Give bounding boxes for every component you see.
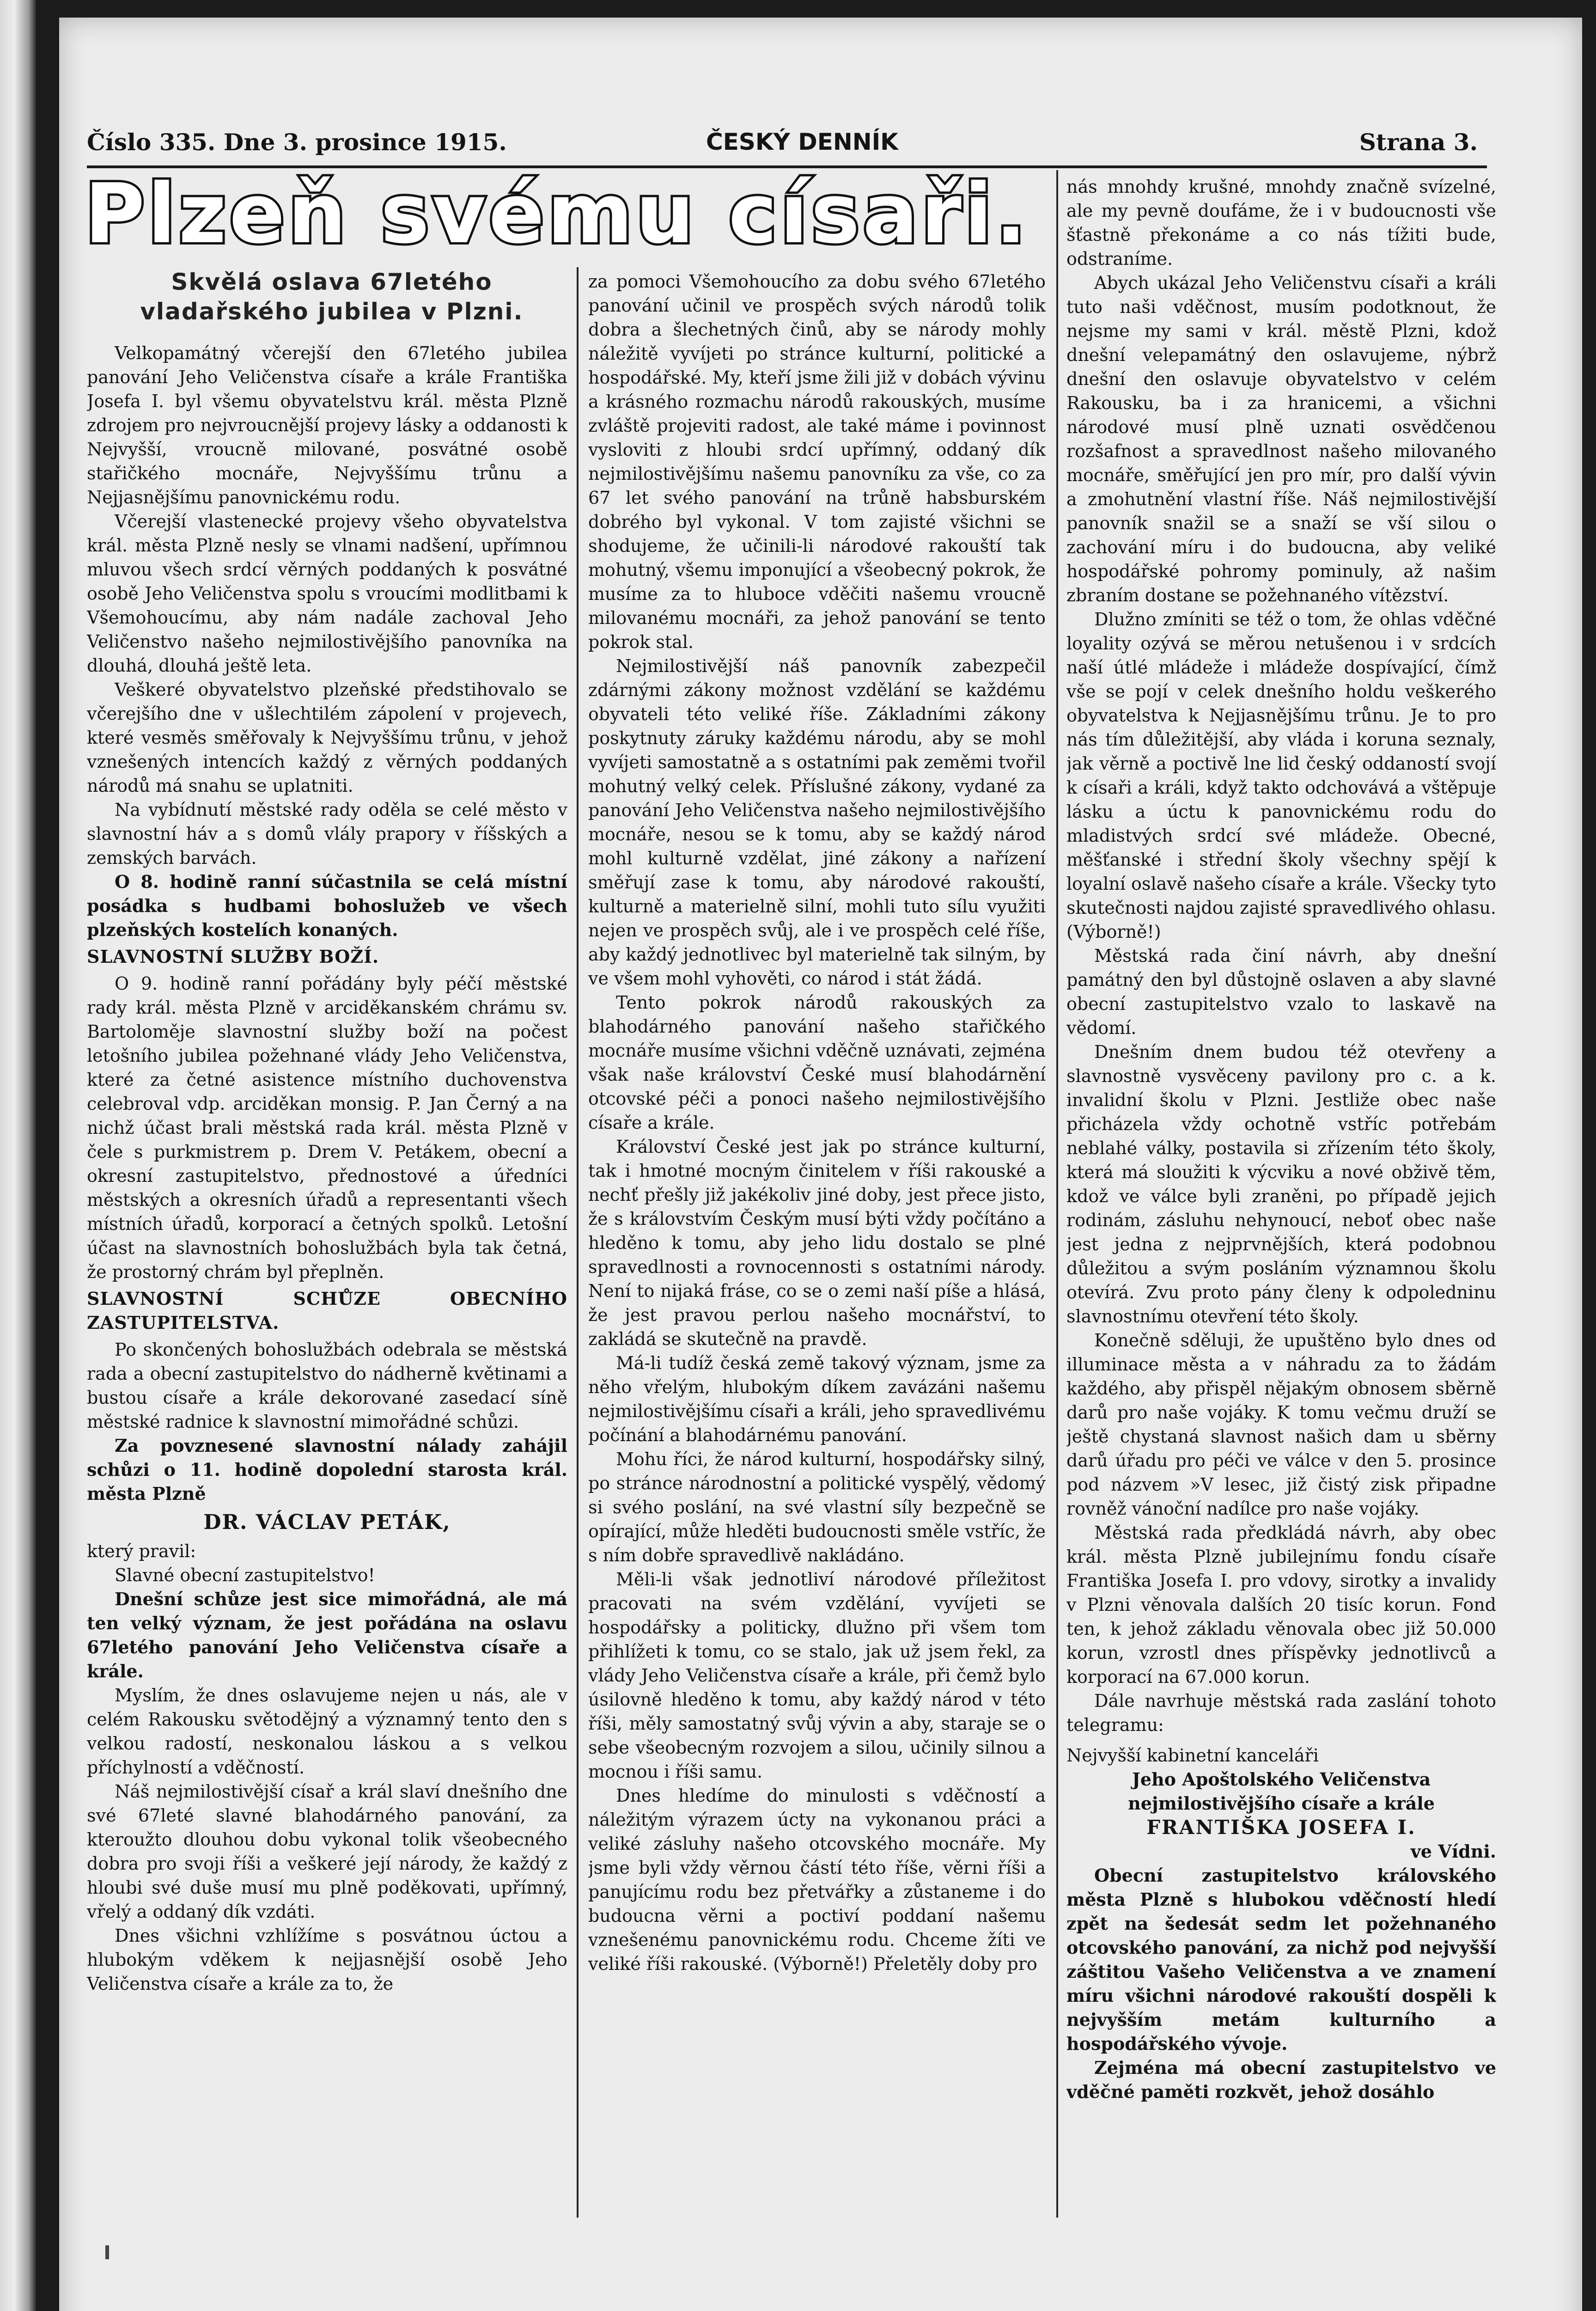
telegram-place: ve Vídni. [1410,1841,1496,1862]
issue-info: Číslo 335. Dne 3. prosince 1915. [87,128,507,156]
paragraph: Tento pokrok národů rakouských za blahodárného panování našeho stařičkého mocnáře musíme všichni vděčně uznávati, zejména však naše království České musí blahodárnění otcovské péči a ponoci našeho nejmilostivějšího císaře a krále. [588,992,1046,1133]
section-heading: SLAVNOSTNÍ SLUŽBY BOŽÍ. [87,946,379,967]
newspaper-page [59,18,1582,2311]
paragraph: Velkopamátný včerejší den 67letého jubilea panování Jeho Veličenstva císaře a krále Františka Josefa I. byl všemu obyvatelstvu král. města Plzně zdrojem pro nejvroucnější projevy lásky a oddanosti k Nejvyšší, vroucně milované, posvátné osobě stařičkého mocnáře, Nejvyššímu trůnu a Nejjasnějšímu panovnickému rodu. [87,343,567,507]
paragraph: Slavné obecní zastupitelstvo! [115,1565,375,1585]
column-1 [87,341,567,2227]
telegram-body: Zejména má obecní zastupitelstvo ve vděčné paměti rozkvět, jehož dosáhlo [1066,2057,1496,2102]
paragraph: Dnes všichni vzhlížíme s posvátnou úctou a hlubokým vděkem k nejjasnější osobě Jeho Veličenstva císaře a krále za to, že [87,1926,567,1994]
paragraph: Myslím, že dnes oslavujeme nejen u nás, ale v celém Rakousku světodějný a významný tento den s velkou radostí, neskonalou láskou a s velkou příchylností a vděčností. [87,1685,567,1778]
masthead [87,115,1487,168]
column-2 [588,269,1046,2229]
paragraph: Má-li tudíž česká země takový význam, jsme za něho vřelým, hlubokým díkem zavázáni našemu nejmilostivějšímu císaři a králi, jeho spravedlivému počínání a blahodárnému panování. [588,1353,1046,1445]
paragraph: Náš nejmilostivější císař a král slaví dnešního dne své 67leté slavné blahodárného panování, za kteroužto dlouhou dobu vykonal tolik všeobecného dobra pro svoji říši a veškeré její národy, že každý z hloubi své duše musí mu plně poděkovati, upřímný, vřelý a oddaný dík vzdáti. [87,1781,567,1922]
paragraph: Včerejší vlastenecké projevy všeho obyvatelstva král. města Plzně nesly se vlnami nadšení, upřímnou mluvou všech srdcí věrných poddaných k posvátné osobě Jeho Veličenstva spolu s vroucími modlitbami k Všemohoucímu, aby nám nadále zachoval Jeho Veličenstvo našeho nejmilostivějšího panovníka na dlouhá, dlouhá ještě leta. [87,511,567,676]
column-rule [1056,170,1058,2218]
paragraph: Veškeré obyvatelstvo plzeňské předstihovalo se včerejšího dne v ušlechtilém zápolení v projevech, které vesměs směřovaly k Nejvyššímu trůnu, v jehož vznešených intencích každý z věrných poddaných národů má snahu se uplatniti. [87,679,567,796]
paragraph: Mohu říci, že národ kulturní, hospodářsky silný, po stránce národnostní a politické vyspělý, vědomý si svého poslání, na své vlastní síly bezpečně se opírající, může hleděti budoucnosti směle vstříc, že s ním dobře spravedlivě nakládáno. [588,1449,1046,1565]
telegram-name: FRANTIŠKA JOSEFA I. [1146,1816,1416,1839]
paragraph: Městská rada činí návrh, aby dnešní památný den byl důstojně oslaven a aby slavné obecní zastupitelstvo vzalo to laskavě na vědomí. [1066,946,1496,1038]
paragraph: O 8. hodině ranní súčastnila se celá místní posádka s hudbami bohoslužeb ve všech plzeňských kostelích konaných. [87,871,567,940]
paragraph: nás mnohdy krušné, mnohdy značně svízelné, ale my pevně doufáme, že i v budoucnosti vše šťastně překonáme a co nás tížiti bude, odstraníme. [1066,177,1496,269]
paragraph: Dnešním dnem budou též otevřeny a slavnostně vysvěceny pavilony pro c. a k. invalidní školu v Plzni. Jestliže obec naše přicházela vždy ochotně vstříc potřebám neblahé války, postavila si zřízením této školy, která má sloužiti k výcviku a nové obživě těm, kdož ve válce byli zraněni, po případě jejich rodinám, zásluhu nehynoucí, neboť obec naše jest jedna z nejprvnějších, která podobnou důležitou a svým posláním významnou školu otevírá. Zvu proto pány členy k odpoledninu slavnostnímu otevření této školy. [1066,1042,1496,1327]
paragraph: Městská rada předkládá návrh, aby obec král. města Plzně jubilejnímu fondu císaře Františka Josefa I. pro vdovy, sirotky a invalidy v Plzni věnovala dalších 20 tisíc korun. Fond ten, k jehož základu věnovala obec již 50.000 korun, vzrostl dnes příspěvky jednotlivců a korporací na 67.000 korun. [1066,1522,1496,1687]
telegram-body: Obecní zastupitelstvo královského města Plzně s hlubokou vděčností hledí zpět na šedesát sedm let požehnaného otcovského panování, za nichž pod nejvyšší záštitou Vašeho Veličenstva a ve znamení míru všichni národové rakouští dospěli k nejvyšším metám kulturního a hospodářského vývoje. [1066,1865,1496,2054]
paragraph: Za povznesené slavnostní nálady zahájil schůzi o 11. hodině dopolední starosta král. města Plzně [87,1435,567,1504]
paragraph: O 9. hodině ranní pořádány byly péčí městské rady král. města Plzně v arciděkanském chrámu sv. Bartoloměje slavnostní služby boží na počest letošního jubilea požehnané vlády Jeho Veličenstva, které za četné asistence místního duchovenstva celebroval vdp. arciděkan monsig. P. Jan Černý a na nichž účast brali městská rada král. města Plzně v čele s purkmistrem p. Drem V. Petákem, obecní a okresní zastupitelstvo, přednostové a úředníci městských a okresních úřadů a representanti všech místních úřadů, korporací a četných spolků. Letošní účast na slavnostních bohoslužbách byla tak četná, že prostorný chrám byl přeplněn. [87,973,567,1282]
paragraph: Na vybídnutí městské rady oděla se celé město v slavnostní háv a s domů vlály prapory v říšských a zemských barvách. [87,800,567,868]
main-headline: Plzeň svému císaři. [85,166,1029,262]
telegram-recipient: Nejvyšší kabinetní kanceláři [1066,1745,1319,1766]
paragraph: Nejmilostivější náš panovník zabezpečil zdárnými zákony možnost vzdělání se každému obyvateli této veliké říše. Základními zákony poskytnuty záruky každému národu, aby se mohl vyvíjeti samostatně a s ostatními pak zeměmi tvořil mohutný velký celek. Příslušné zákony, vydané za panování Jeho Veličenstva našeho nejmilostivějšího mocnáře, nesou se k tomu, aby se každý národ mohl kulturně vzdělat, jiné zákony a nařízení směřují zase k tomu, aby národové rakouští, kulturně a materielně silní, mohli tuto sílu využiti nejen ve prospěch svůj, ale i ve prospěch celé říše, aby každý jednotlivec byl materielně tak silným, by ve všem mohl vyhověti, co národ i stát žádá. [588,656,1046,989]
adjacent-page-edge [0,0,36,2311]
sub-headline: Skvělá oslava 67letého vladařského jubilea v Plzni. [140,269,524,325]
newspaper-title: ČESKÝ DENNÍK [706,128,898,155]
paragraph: Konečně sděluji, že upuštěno bylo dnes od illuminace města a v náhradu za to žádám každého, aby přispěl nějakým obnosem sběrně darů pro naše vojáky. K tomu večmu druží se ještě chystaná slavnost našich dam u sběrny darů úřadu pro péči ve válce v den 5. prosince pod názvem »V lesec, již čistý zisk připadne rovněž vánoční nadílce pro naše vojáky. [1066,1330,1496,1519]
paragraph: který pravil: [87,1541,196,1561]
column-rule [577,267,579,2218]
paragraph: Po skončených bohoslužbách odebrala se městská rada a obecní zastupitelstvo do nádherně květinami a bustou císaře a krále dekorované zasedací síně městské radnice k slavnostní mimořádné schůzi. [87,1339,567,1432]
telegram-address-line: nejmilostivějšího císaře a krále [1128,1793,1435,1814]
speaker-name: DR. VÁCLAV PETÁK, [203,1510,451,1534]
page-number: Strana 3. [1359,128,1478,156]
paragraph: Abych ukázal Jeho Veličenstvu císaři a králi tuto naši vděčnost, musím podotknout, že nejsme my sami v král. městě Plzni, kdož dnešní velepamátný den oslavujeme, nýbrž dnešní den oslavuje obyvatelstvo v celém Rakousku, ba i za hranicemi, a všichni národové musí plně uznati osvědčenou rozšafnost a spravedlnost našeho milovaného mocnáře, směřující jen pro mír, pro další vývin a zmohutnění vlastní říše. Náš nejmilostivější panovník snažil se a snaží se vší silou o zachování míru i do budoucna, aby veliké hospodářské pohromy pominuly, až našim zbraním dostane se požehnaného vítězství. [1066,273,1496,605]
paragraph: Dlužno zmíniti se též o tom, že ohlas vděčné loyality ozývá se měrou netušenou i v srdcích naší útlé mládeže i mládeže dospívající, čímž vše se pojí v celek dnešního holdu veškerého obyvatelstva k Nejjasnějšímu trůnu. Je to pro nás tím důležitější, aby vláda i koruna seznaly, jak věrně a poctivě lne lid český oddaností svojí k císaři a králi, když takto odchovává a vštěpuje lásku a úctu k panovnickému rodu do mladistvých srdcí své mládeže. Obecné, měšťanské i střední školy všechny spějí k loyalní oslavě našeho císaře a krále. Všecky tyto skutečnosti najdou zajisté spravedlivého ohlasu. (Výborně!) [1066,609,1496,942]
paragraph: za pomoci Všemohoucího za dobu svého 67letého panování učinil ve prospěch svých národů tolik dobra a šlechetných činů, aby se národy mohly náležitě vyvíjeti po stránce kulturní, politické a hospodářské. My, kteří jsme žili již v dobách vývinu a krásného rozmachu národů rakouských, musíme zvláště projeviti radost, ale také máme i povinnost vysloviti z hloubi srdcí upřímný, oddaný dík nejmilostivějšímu našemu panovníku za vše, co za 67 let svého panování na trůně habsburském dobrého byl vykonal. V tom zajisté všichni se shodujeme, že učinili-li národové rakouští tak mohutný, všemu imponující a všeobecný pokrok, že musíme za to hluboce vděčiti našemu vroucně milovanému mocnáři, za jehož panování se tento pokrok stal. [588,271,1046,652]
page-mark [105,2245,109,2259]
paragraph: Měli-li však jednotliví národové příležitost pracovati na svém vzdělání, vyvíjeti se hospodářsky a politicky, dlužno při všem tom přihlížeti k tomu, co se stalo, jak už jsem řekl, za vlády Jeho Veličenstva císaře a krále, při čemž bylo úsilovně hleděno k tomu, aby každý národ v této říši, měly samostatný svůj vývin a aby, staraje se o sebe všeobecným rozvojem a silou, učinily silnou a mocnou i říši samu. [588,1569,1046,1782]
section-heading: SLAVNOSTNÍ SCHŮZE OBECNÍHO ZASTUPITELSTVA. [87,1288,567,1333]
paragraph: Dnešní schůze jest sice mimořádná, ale má ten velký význam, že jest pořádána na oslavu 67letého panování Jeho Veličenstva císaře a krále. [87,1589,567,1681]
paragraph: Dnes hledíme do minulosti s vděčností a náležitým výrazem úcty na vykonanou práci a veliké zásluhy našeho otcovského mocnáře. My jsme byli vždy věrnou částí této říše, věrni říši a panujícímu rodu bez přetvářky a zůstaneme i do budoucna věrni a poctiví poddaní našemu vznešenému panovnickému rodu. Chceme žíti ve veliké říši rakouské. (Výborně!) Přeletěly doby pro [588,1785,1046,1974]
telegram-address-line: Jeho Apoštolského Veličenstva [1132,1769,1431,1790]
paragraph: Dále navrhuje městská rada zaslání tohoto telegramu: [1066,1691,1496,1735]
paragraph: Království České jest jak po stránce kulturní, tak i hmotné mocným činitelem v říši rakouské a nechť přešly již jakékoliv jiné doby, jest přece jisto, že s královstvím Českým musí býti vždy počítáno a hleděno k tomu, aby jeho lidu dostalo se plné spravedlnosti a rovnocennosti s ostatními národy. Není to nijaká fráse, co se o zemi naší píše a hlásá, že jest pravou perlou našeho mocnářství, to zakládá se skutečně na pravdě. [588,1137,1046,1349]
column-3 [1066,175,1496,2227]
